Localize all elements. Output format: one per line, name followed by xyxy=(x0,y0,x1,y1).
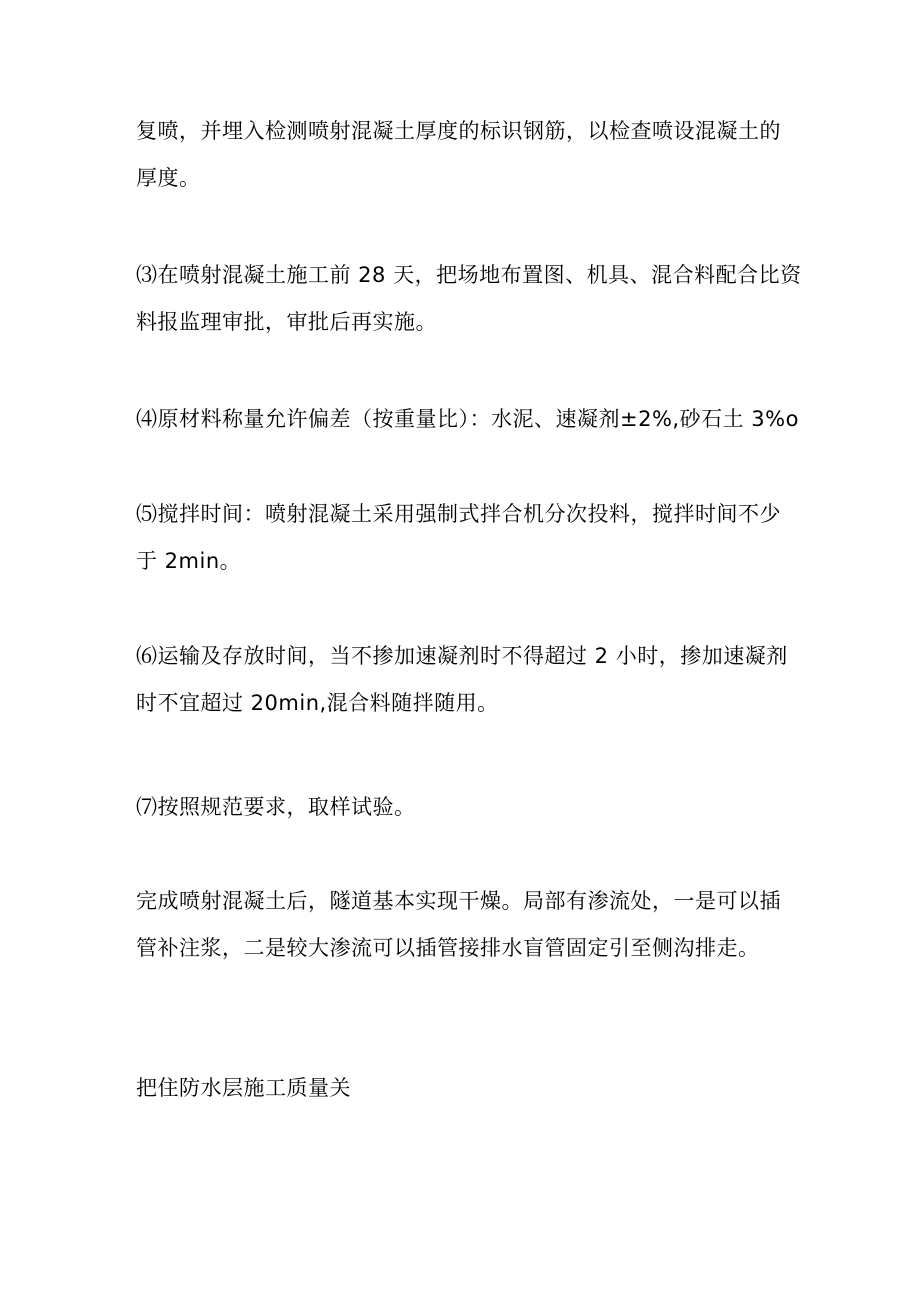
paragraph-line: 料报监理审批，审批后再实施。 xyxy=(136,310,437,334)
paragraph-line: 把住防水层施工质量关 xyxy=(136,1076,351,1100)
paragraph-drying xyxy=(136,878,796,972)
paragraph-item-6 xyxy=(136,633,796,727)
paragraph-item-7 xyxy=(136,784,796,831)
paragraph-line: ⑹运输及存放时间，当不掺加速凝剂时不得超过 2 小时，掺加速凝剂 xyxy=(136,644,788,668)
paragraph-line: 于 2min。 xyxy=(136,549,242,573)
paragraph-line: ⑺按照规范要求，取样试验。 xyxy=(136,795,416,819)
paragraph-line: ⑶在喷射混凝土施工前 28 天，把场地布置图、机具、混合料配合比资 xyxy=(136,263,802,287)
paragraph-line: 时不宜超过 20min,混合料随拌随用。 xyxy=(136,691,499,715)
paragraph-line: 厚度。 xyxy=(136,166,201,190)
paragraph-line: 复喷，并埋入检测喷射混凝土厚度的标识钢筋，以检查喷设混凝土的 xyxy=(136,119,781,143)
paragraph-line: 完成喷射混凝土后，隧道基本实现干燥。局部有渗流处，一是可以插 xyxy=(136,889,781,913)
section-heading xyxy=(136,1065,796,1112)
paragraph-line: ⑷原材料称量允许偏差（按重量比）：水泥、速凝剂±2%,砂石土 3%o xyxy=(136,407,799,431)
paragraph-line: 管补注浆，二是较大渗流可以插管接排水盲管固定引至侧沟排走。 xyxy=(136,936,760,960)
paragraph-line: ⑸搅拌时间：喷射混凝土采用强制式拌合机分次投料，搅拌时间不少 xyxy=(136,502,781,526)
paragraph-item-4 xyxy=(136,396,799,443)
paragraph-item-3 xyxy=(136,252,802,346)
paragraph-shotcrete-thickness xyxy=(136,108,796,202)
paragraph-item-5 xyxy=(136,491,796,585)
